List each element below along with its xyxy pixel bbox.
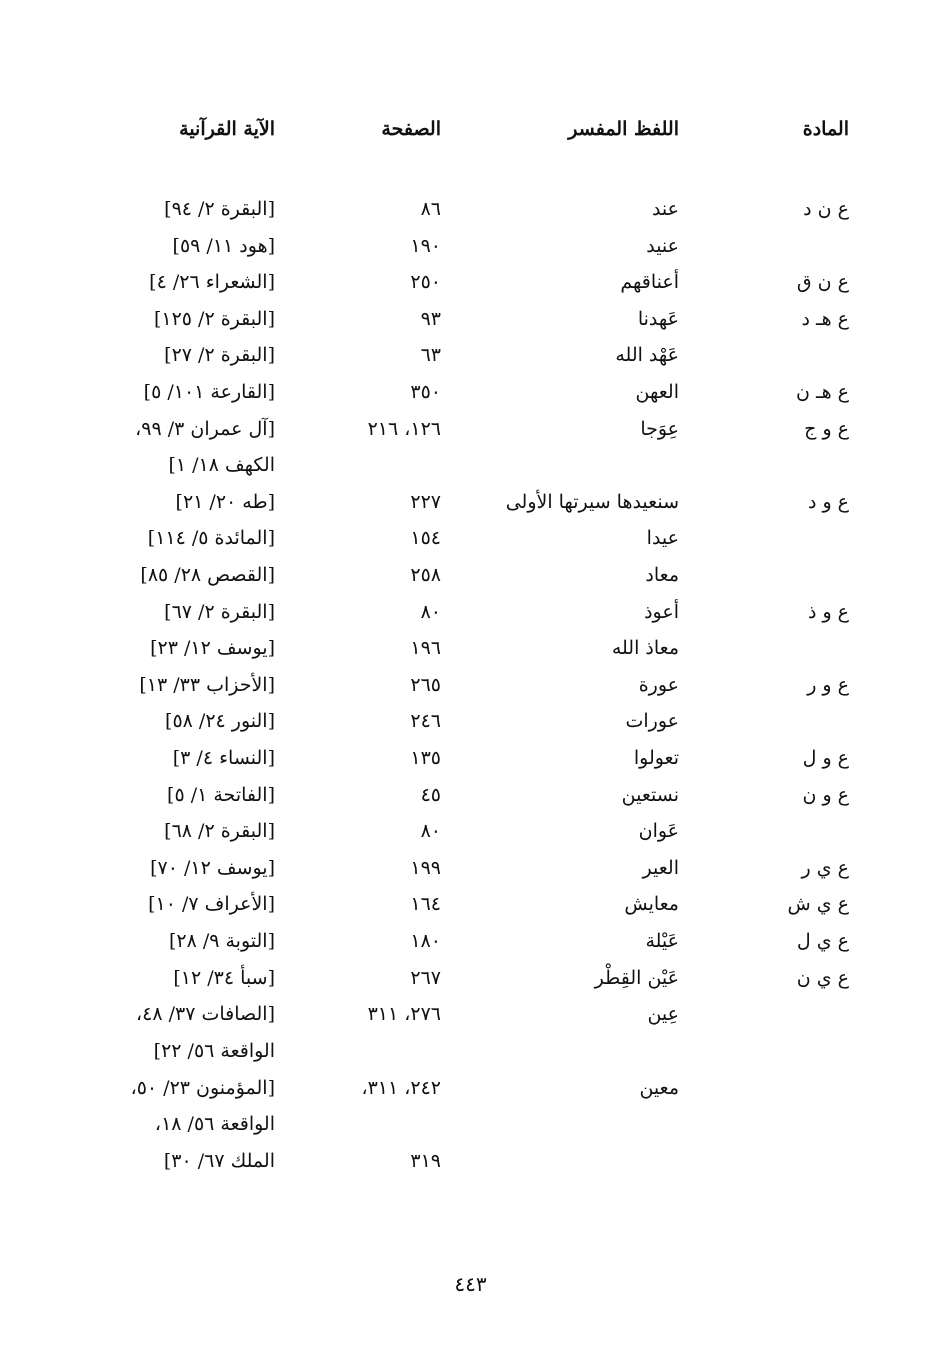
root-cell: ع ي ر	[801, 857, 849, 879]
word-cell: عنيد	[646, 235, 679, 257]
word-cell: العير	[642, 857, 679, 879]
ayah-cell: [المؤمنون ٢٣/ ٥٠،	[130, 1077, 275, 1099]
page-cell: ٢٥٨	[410, 564, 441, 586]
word-cell: عَهْد الله	[615, 344, 679, 366]
page-cell: ٢٥٠	[410, 271, 441, 293]
word-cell: عَيْن القِطْر	[594, 967, 679, 989]
root-cell: ع ن ق	[796, 271, 849, 293]
word-cell: معين	[639, 1077, 679, 1099]
page-cell: ٤٥	[420, 784, 441, 806]
page-cell: ٢٦٥	[410, 674, 441, 696]
ayah-cell: [البقرة ٢/ ٩٤]	[164, 198, 275, 220]
root-cell: ع و د	[807, 491, 849, 513]
page-cell: ١٨٠	[410, 930, 441, 952]
ayah-cell: [البقرة ٢/ ١٢٥]	[153, 308, 275, 330]
ayah-cell: [الأحزاب ٣٣/ ١٣]	[139, 674, 275, 696]
ayah-cell: الملك ٦٧/ ٣٠]	[163, 1150, 275, 1172]
ayah-cell: [البقرة ٢/ ٢٧]	[164, 344, 275, 366]
word-cell: تعولوا	[633, 747, 679, 769]
page-cell: ٢٦٧	[410, 967, 441, 989]
ayah-cell: [النساء ٤/ ٣]	[172, 747, 275, 769]
root-cell: ع هـ د	[801, 308, 849, 330]
ayah-cell: [النور ٢٤/ ٥٨]	[165, 710, 275, 732]
page-cell: ٨٠	[420, 601, 441, 623]
ayah-cell: [القارعة ١٠١/ ٥]	[143, 381, 275, 403]
ayah-cell: الواقعة ٥٦/ ١٨،	[154, 1113, 275, 1135]
root-cell: ع ن د	[803, 198, 849, 220]
word-cell: عِوَجا	[640, 418, 679, 440]
ayah-cell: [الشعراء ٢٦/ ٤]	[149, 271, 275, 293]
root-cell: ع ي ش	[787, 893, 849, 915]
word-cell: عورة	[638, 674, 679, 696]
page-cell: ٣٥٠	[410, 381, 441, 403]
word-cell: عِين	[647, 1003, 679, 1025]
page-cell: ٢٧٦، ٣١١	[367, 1003, 441, 1025]
header-page: الصفحة	[381, 118, 441, 140]
root-cell: ع و ن	[802, 784, 849, 806]
word-cell: سنعيدها سيرتها الأولى	[505, 491, 679, 513]
page-cell: ٢٢٧	[410, 491, 441, 513]
word-cell: عند	[651, 198, 679, 220]
ayah-cell: [هود ١١/ ٥٩]	[172, 235, 275, 257]
word-cell: عَوان	[638, 820, 679, 842]
root-cell: ع و ج	[804, 418, 849, 440]
root-cell: ع و ر	[807, 674, 849, 696]
page-cell: ١٩٦	[410, 637, 441, 659]
ayah-cell: [التوبة ٩/ ٢٨]	[168, 930, 275, 952]
page-cell: ٨٦	[420, 198, 441, 220]
ayah-cell: [الصافات ٣٧/ ٤٨،	[136, 1003, 275, 1025]
page-cell: ١٢٦، ٢١٦	[367, 418, 441, 440]
root-cell: ع ي ن	[796, 967, 849, 989]
word-cell: عَيْلة	[645, 930, 679, 952]
page-cell: ٣١٩	[410, 1150, 441, 1172]
ayah-cell: [يوسف ١٢/ ٧٠]	[150, 857, 275, 879]
page-cell: ٨٠	[420, 820, 441, 842]
word-cell: معاد	[645, 564, 679, 586]
ayah-cell: [القصص ٢٨/ ٨٥]	[140, 564, 275, 586]
word-cell: العهن	[635, 381, 679, 403]
word-cell: عيدا	[646, 527, 679, 549]
root-cell: ع و ذ	[807, 601, 849, 623]
ayah-cell: [البقرة ٢/ ٦٧]	[164, 601, 275, 623]
word-cell: معايش	[624, 893, 679, 915]
page-cell: ١٩٩	[410, 857, 441, 879]
page-cell: ٩٣	[420, 308, 441, 330]
ayah-cell: الكهف ١٨/ ١]	[168, 454, 275, 476]
root-cell: ع ي ل	[796, 930, 849, 952]
header-word: اللفظ المفسر	[568, 118, 679, 140]
ayah-cell: [المائدة ٥/ ١١٤]	[147, 527, 275, 549]
word-cell: أعوذ	[644, 601, 679, 623]
ayah-cell: [الفاتحة ١/ ٥]	[167, 784, 275, 806]
word-cell: عَهدنا	[637, 308, 679, 330]
ayah-cell: [آل عمران ٣/ ٩٩،	[135, 418, 275, 440]
page-number: ٤٤٣	[454, 1272, 487, 1296]
word-cell: أعناقهم	[620, 271, 679, 293]
ayah-cell: [طه ٢٠/ ٢١]	[175, 491, 275, 513]
ayah-cell: [الأعراف ٧/ ١٠]	[148, 893, 275, 915]
ayah-cell: الواقعة ٥٦/ ٢٢]	[153, 1040, 275, 1062]
page-cell: ١٦٤	[410, 893, 441, 915]
page-cell: ١٩٠	[410, 235, 441, 257]
header-ayah: الآية القرآنية	[179, 118, 275, 140]
page-cell: ٢٤٦	[410, 710, 441, 732]
page-cell: ٢٤٢، ٣١١،	[361, 1077, 441, 1099]
ayah-cell: [سبأ ٣٤/ ١٢]	[173, 967, 275, 989]
page-cell: ١٥٤	[410, 527, 441, 549]
page-cell: ١٣٥	[410, 747, 441, 769]
ayah-cell: [يوسف ١٢/ ٢٣]	[150, 637, 275, 659]
header-root: المادة	[802, 118, 849, 140]
root-cell: ع و ل	[802, 747, 849, 769]
word-cell: عورات	[625, 710, 679, 732]
page-cell: ٦٣	[420, 344, 441, 366]
word-cell: معاذ الله	[611, 637, 679, 659]
ayah-cell: [البقرة ٢/ ٦٨]	[164, 820, 275, 842]
word-cell: نستعين	[621, 784, 679, 806]
root-cell: ع هـ ن	[796, 381, 849, 403]
